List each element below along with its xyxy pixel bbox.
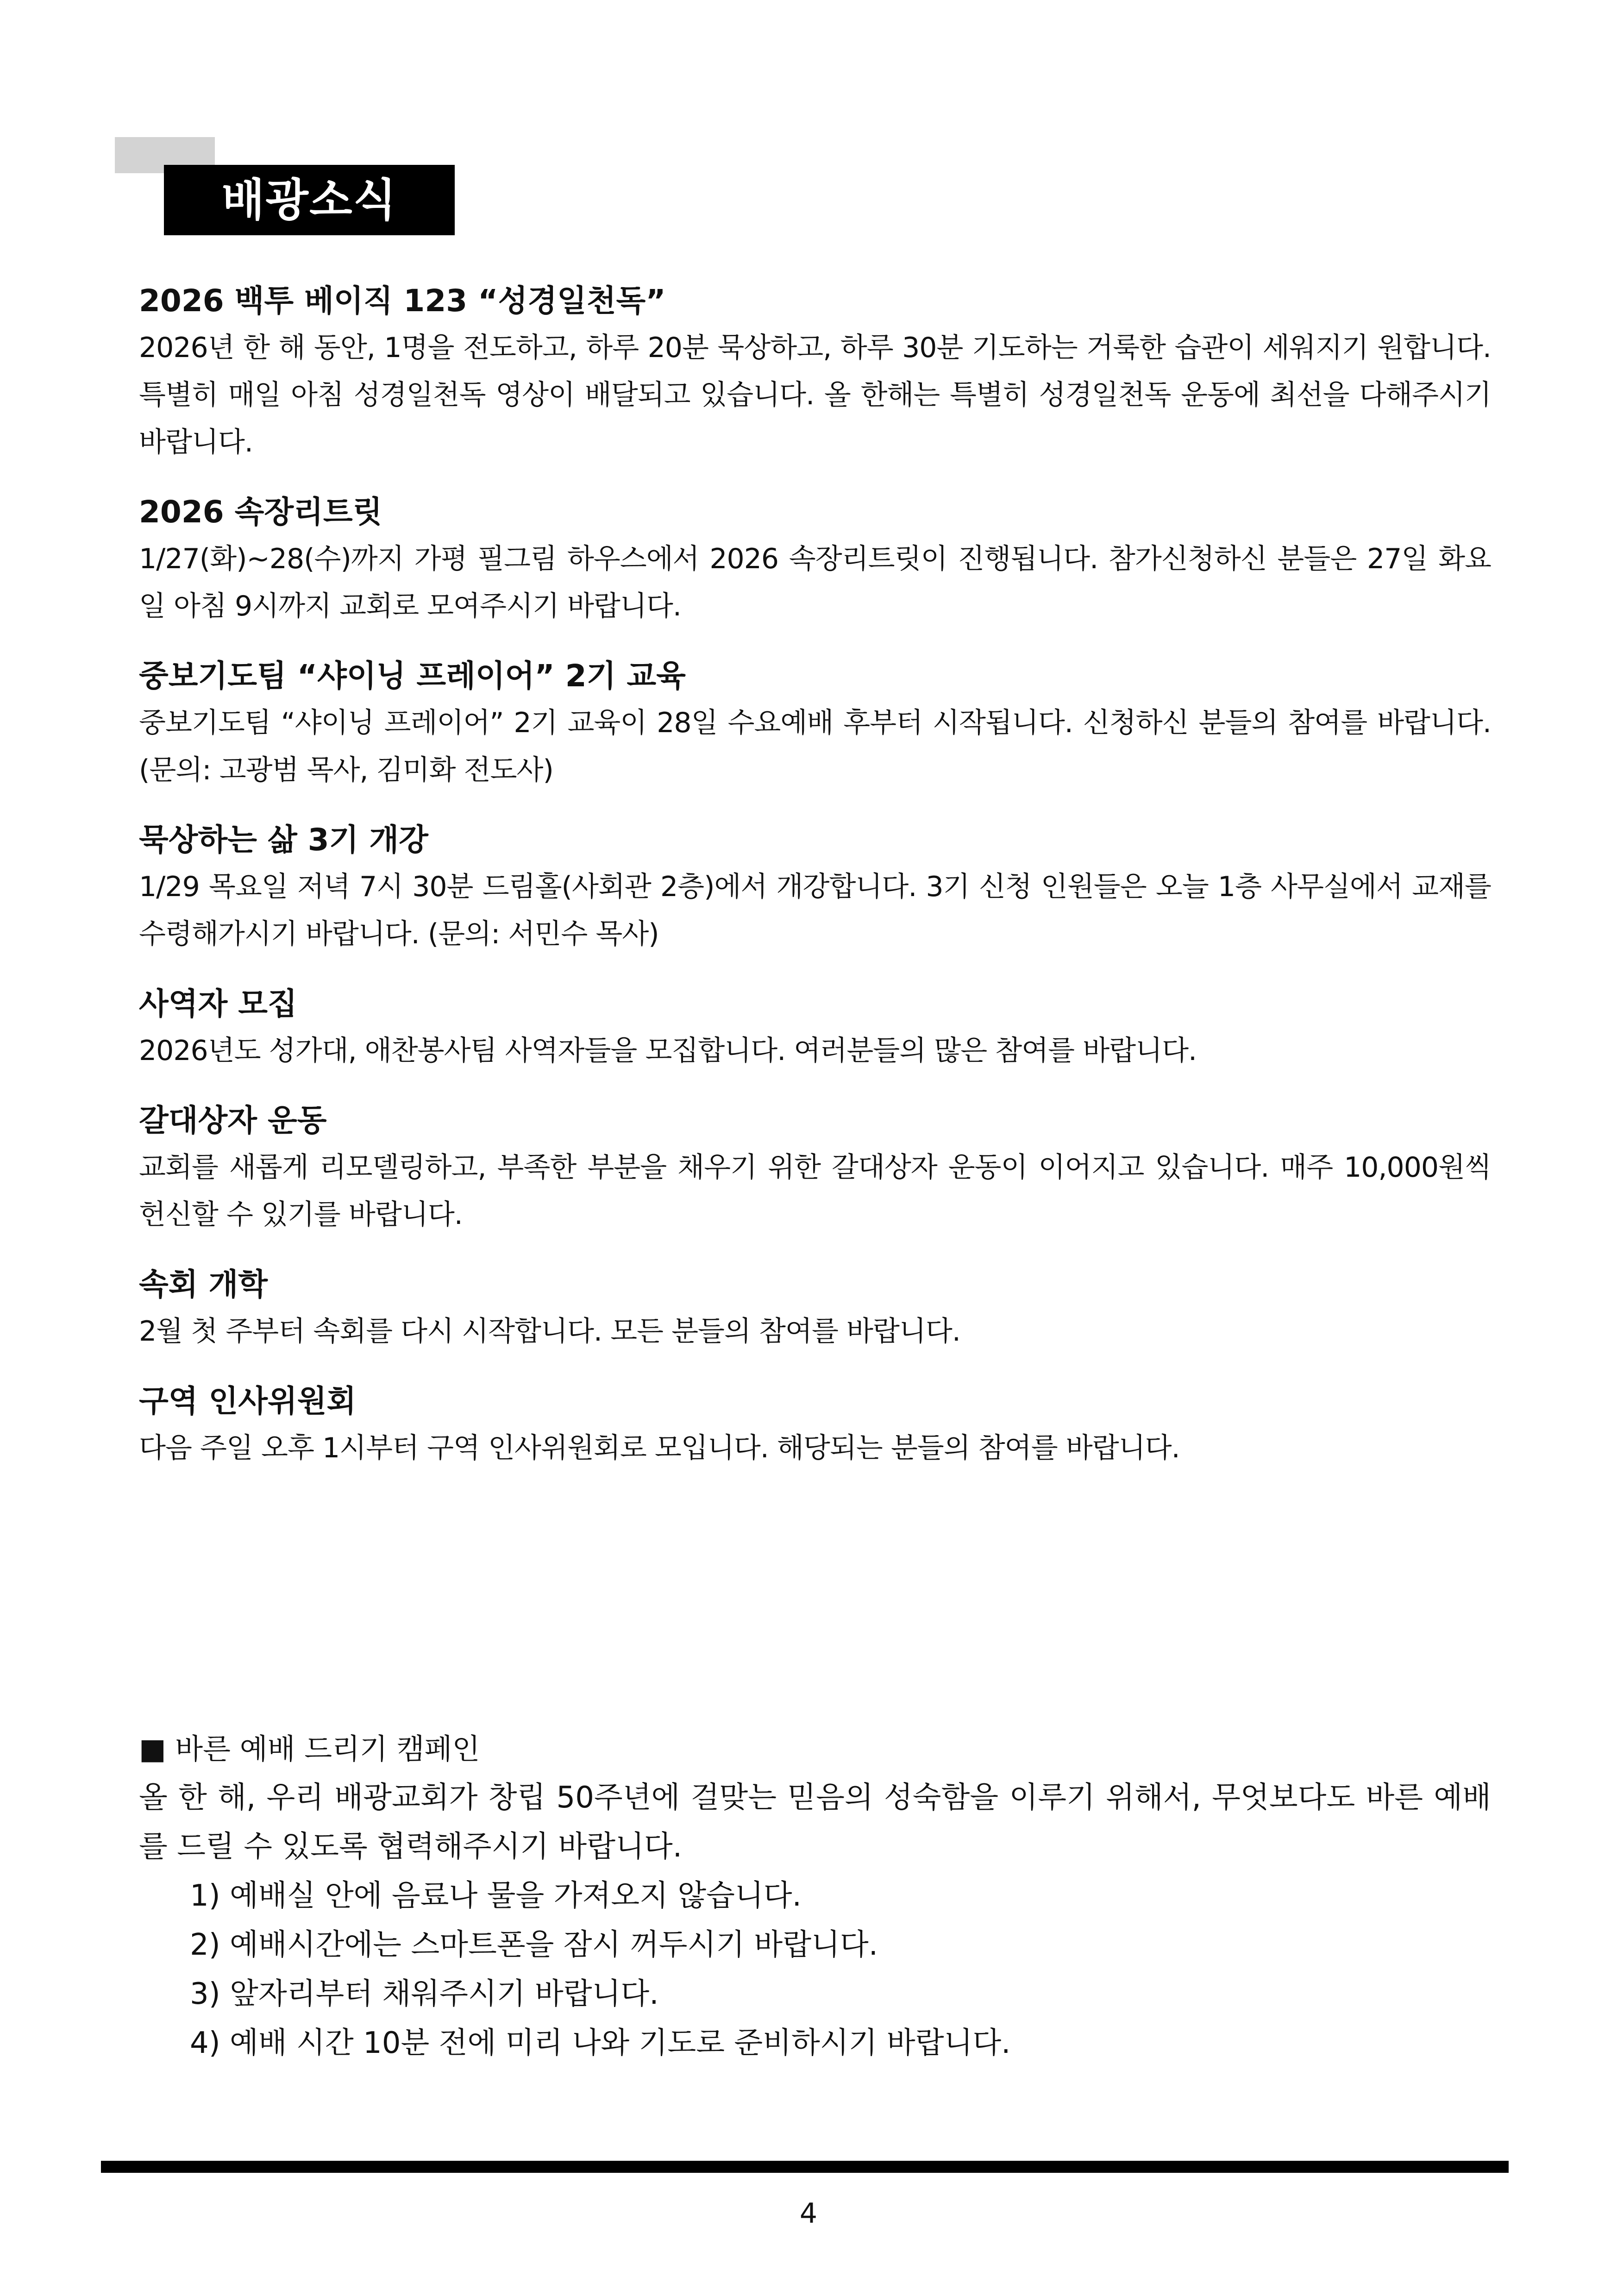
- campaign-rule: 3) 앞자리부터 채워주시기 바랍니다.: [190, 1977, 659, 2011]
- news-list: [139, 278, 1491, 1495]
- footer-divider: [101, 2161, 1509, 2173]
- news-item: [139, 1378, 1491, 1472]
- news-item: [139, 981, 1491, 1074]
- news-item: [139, 817, 1491, 958]
- news-item-title: 묵상하는 삶 3기 개강: [139, 822, 428, 858]
- campaign-rule: 2) 예배시간에는 스마트폰을 잠시 꺼두시기 바랍니다.: [190, 1928, 878, 1962]
- section-title: 배광소식: [164, 165, 455, 235]
- news-item-body: 1/29 목요일 저녁 7시 30분 드림홀(사회관 2층)에서 개강합니다. 3기 신청 인원들은 오늘 1층 사무실에서 교재를 수령해가시기 바랍니다. (문의: 서민수 목사): [139, 871, 1491, 950]
- campaign-section: [139, 1725, 1491, 2068]
- news-item-body: 1/27(화)~28(수)까지 가평 필그림 하우스에서 2026 속장리트릿이 진행됩니다. 참가신청하신 분들은 27일 화요일 아침 9시까지 교회로 모여주시기 바랍니다.: [139, 543, 1491, 622]
- campaign-rule: 1) 예배실 안에 음료나 물을 가져오지 않습니다.: [190, 1879, 802, 1913]
- news-item: [139, 278, 1491, 466]
- campaign-heading: ■ 바른 예배 드리기 캠페인: [139, 1732, 480, 1766]
- news-item: [139, 653, 1491, 794]
- news-item: [139, 489, 1491, 630]
- news-item-body: 중보기도팀 “샤이닝 프레이어” 2기 교육이 28일 수요예배 후부터 시작됩니다. 신청하신 분들의 참여를 바랍니다. (문의: 고광범 목사, 김미화 전도사): [139, 707, 1491, 786]
- news-item-body: 교회를 새롭게 리모델링하고, 부족한 부분을 채우기 위한 갈대상자 운동이 이어지고 있습니다. 매주 10,000원씩 헌신할 수 있기를 바랍니다.: [139, 1151, 1491, 1231]
- news-item-title: 중보기도팀 “샤이닝 프레이어” 2기 교육: [139, 658, 686, 694]
- news-item-title: 사역자 모집: [139, 986, 297, 1022]
- news-item: [139, 1098, 1491, 1238]
- news-item-body: 2월 첫 주부터 속회를 다시 시작합니다. 모든 분들의 참여를 바랍니다.: [139, 1315, 960, 1348]
- news-item-title: 2026 속장리트릿: [139, 494, 382, 530]
- news-item-body: 2026년도 성가대, 애찬봉사팀 사역자들을 모집합니다. 여러분들의 많은 참여를 바랍니다.: [139, 1035, 1197, 1067]
- page-number: 4: [799, 2197, 818, 2230]
- news-item-body: 2026년 한 해 동안, 1명을 전도하고, 하루 20분 묵상하고, 하루 30분 기도하는 거룩한 습관이 세워지기 원합니다. 특별히 매일 아침 성경일천독 영상이 배달되고 있습니다. 올 한해는 특별히 성경일천독 운동에 최선을 다해주시기 바랍니다.: [139, 332, 1491, 458]
- news-item-title: 2026 백투 베이직 123 “성경일천독”: [139, 283, 666, 319]
- news-item-body: 다음 주일 오후 1시부터 구역 인사위원회로 모입니다. 해당되는 분들의 참여를 바랍니다.: [139, 1432, 1180, 1464]
- campaign-rules: [139, 1871, 1491, 2068]
- campaign-body: 올 한 해, 우리 배광교회가 창립 50주년에 걸맞는 믿음의 성숙함을 이루기 위해서, 무엇보다도 바른 예배를 드릴 수 있도록 협력해주시기 바랍니다.: [139, 1781, 1491, 1864]
- news-item: [139, 1261, 1491, 1355]
- campaign-rule: 4) 예배 시간 10분 전에 미리 나와 기도로 준비하시기 바랍니다.: [190, 2026, 1011, 2060]
- news-item-title: 속회 개학: [139, 1267, 268, 1302]
- news-item-title: 구역 인사위원회: [139, 1383, 357, 1419]
- news-item-title: 갈대상자 운동: [139, 1103, 327, 1138]
